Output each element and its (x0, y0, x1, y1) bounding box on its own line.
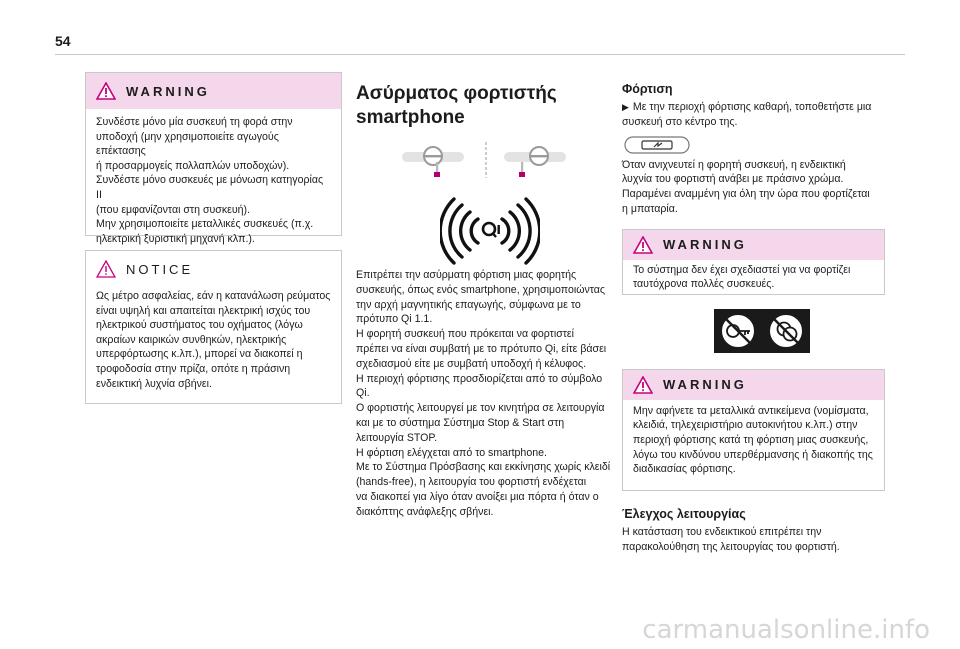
text-line: Επιτρέπει την ασύρματη φόρτιση μιας φορητής (356, 269, 577, 281)
text-line: Παραμένει αναμμένη για όλη την ώρα που φορτίζεται (622, 188, 870, 201)
text-line: διακόπτης ανάφλεξης σβήνει. (356, 505, 494, 518)
notice-header (86, 251, 341, 287)
text-line: λειτουργία STOP. (356, 431, 438, 444)
text-line: Με το Σύστημα Πρόσβασης και εκκίνησης χωρίς κλειδί (356, 461, 611, 474)
text-line: Μην αφήνετε τα μεταλλικά αντικείμενα (νομίσματα, (633, 404, 869, 417)
text-line: Η περιοχή φόρτισης προσδιορίζεται από το σύμβολο (356, 372, 603, 385)
text-line: είναι υψηλή και απαιτείται ηλεκτρική ισχύς του (96, 304, 311, 317)
notice-title: NOTICE (126, 261, 194, 277)
text-line: Όταν ανιχνευτεί η φορητή συσκευή, η ενδεικτική (622, 158, 846, 171)
warning-box (622, 369, 885, 491)
text-line: Το σύστημα δεν έχει σχεδιαστεί για να φορτίζει (633, 263, 851, 276)
column-left (85, 72, 342, 404)
text-line: Η κατάσταση του ενδεικτικού επιτρέπει την (622, 525, 822, 538)
text-line: συσκευή στο κέντρο της. (622, 115, 738, 128)
column-right (622, 72, 885, 554)
text-line: λόγω του κινδύνου υπερθέρμανσης ή διακοπής της (633, 448, 873, 461)
text-line: υπερφόρτωσης κ.λπ.), μπορεί να διακοπεί η (96, 348, 303, 361)
warning-header (86, 73, 341, 109)
steering-wheel-icon (396, 138, 576, 182)
charging-heading: Φόρτιση (622, 82, 673, 96)
text-line: Ως μέτρο ασφαλείας, εάν η κατανάλωση ρεύματος (96, 290, 331, 302)
warning-title: WARNING (663, 237, 747, 253)
charging-pad-icon (624, 136, 690, 154)
text-line: συσκευής, όπως ενός smartphone, χρησιμοποιώντας (356, 283, 606, 296)
no-metal-objects-icon (714, 309, 810, 353)
text-line: ακραίων καιρικών συνθηκών, ηλεκτρικής (96, 333, 287, 346)
top-divider (55, 54, 905, 55)
text-line: υποδοχή (μην χρησιμοποιείτε αγωγούς επέκτασης (96, 130, 279, 158)
text-line: και με το σύστημα Σύστημα Stop & Start στη (356, 416, 565, 429)
text-line: η μπαταρία. (622, 202, 678, 215)
text-line: ταυτόχρονα πολλές συσκευές. (633, 278, 775, 291)
warning-box (85, 72, 342, 245)
text-line: να διακοπεί για λίγο όταν ανοίξει μια πόρτα ή όταν ο (356, 490, 599, 503)
qi-wireless-icon (440, 197, 540, 265)
text-line: Η φορητή συσκευή που πρόκειται να φορτιστεί (356, 328, 574, 341)
page-number: 54 (55, 33, 71, 49)
charging-text (622, 158, 885, 217)
text-line: σχεδιασμού είτε με συμβατή υποδοχή ή κέλυφος. (356, 357, 587, 370)
text-line: Συνδέστε μόνο συσκευές με μόνωση κατηγορίας ΙΙ (96, 174, 324, 201)
notice-box (85, 250, 342, 404)
warning-box (622, 229, 885, 295)
text-line: διαδικασίας φόρτισης. (633, 463, 736, 476)
text-line: Μην χρησιμοποιείτε μεταλλικές συσκευές (π.χ. (96, 218, 314, 231)
text-line: ηλεκτρικού συστήματος του οχήματος (λόγω (96, 319, 303, 332)
heading-line: Ασύρματος φορτιστής (356, 83, 557, 104)
notice-body (86, 287, 341, 399)
step-arrow-icon: ▶ (622, 102, 629, 112)
warning-header (623, 370, 884, 400)
wireless-charger-description (356, 268, 618, 520)
text-line: λυχνία του φορτιστή ανάβει με πράσινο χρώμα. (622, 173, 844, 186)
warning-triangle-icon (633, 376, 653, 394)
text-line: Με την περιοχή φόρτισης καθαρή, τοποθετήστε μια (632, 101, 872, 113)
text-line: κλειδιά, τηλεχειριστήριο αυτοκινήτου κ.λπ.) στην (633, 419, 858, 432)
text-line: Συνδέστε μόνο μία συσκευή τη φορά στην (96, 116, 293, 128)
notice-triangle-icon (96, 260, 116, 278)
warning-triangle-icon (633, 236, 653, 254)
text-line: ενδεικτική λυχνία σβήνει. (96, 377, 212, 390)
text-line: Η φόρτιση ελέγχεται από το smartphone. (356, 446, 547, 459)
text-line: ηλεκτρική ξυριστική μηχανή κλπ.). (96, 232, 255, 245)
charging-step (622, 100, 885, 130)
text-line: Ο φορτιστής λειτουργεί με τον κινητήρα σε λειτουργία (356, 402, 605, 415)
warning-title: WARNING (126, 83, 210, 99)
text-line: (που εμφανίζονται στη συσκευή). (96, 203, 250, 216)
text-line: την αρχή μαγνητικής επαγωγής, σύμφωνα με το (356, 298, 581, 311)
text-line: (hands-free), η λειτουργία του φορτιστή ενδέχεται (356, 476, 587, 489)
warning-header (623, 230, 884, 260)
column-middle (356, 72, 611, 518)
warning-body (86, 109, 341, 254)
text-line: Qi. (356, 387, 370, 400)
control-heading: Έλεγχος λειτουργίας (622, 506, 746, 521)
text-line: περιοχή φόρτισης κατά τη φόρτιση μιας συσκευής, (633, 433, 869, 446)
warning-title: WARNING (663, 377, 747, 393)
text-line: πρότυπο Qi 1.1. (356, 313, 433, 326)
heading-line: smartphone (356, 107, 465, 128)
text-line: πρέπει να είναι συμβατή με το πρότυπο Qi, είτε βάσει (356, 342, 607, 355)
warning-body (623, 260, 884, 300)
section-heading (356, 82, 611, 130)
warning-triangle-icon (96, 82, 116, 100)
text-line: τροφοδοσία στην πρίζα, οπότε η πράσινη (96, 362, 291, 375)
watermark: carmanualsonline.info (642, 615, 930, 645)
control-text (622, 525, 885, 555)
text-line: παρακολούθηση της λειτουργίας του φορτιστή. (622, 540, 840, 553)
warning-body (623, 400, 884, 485)
text-line: ή προσαρμογείς πολλαπλών υποδοχών). (96, 159, 290, 172)
